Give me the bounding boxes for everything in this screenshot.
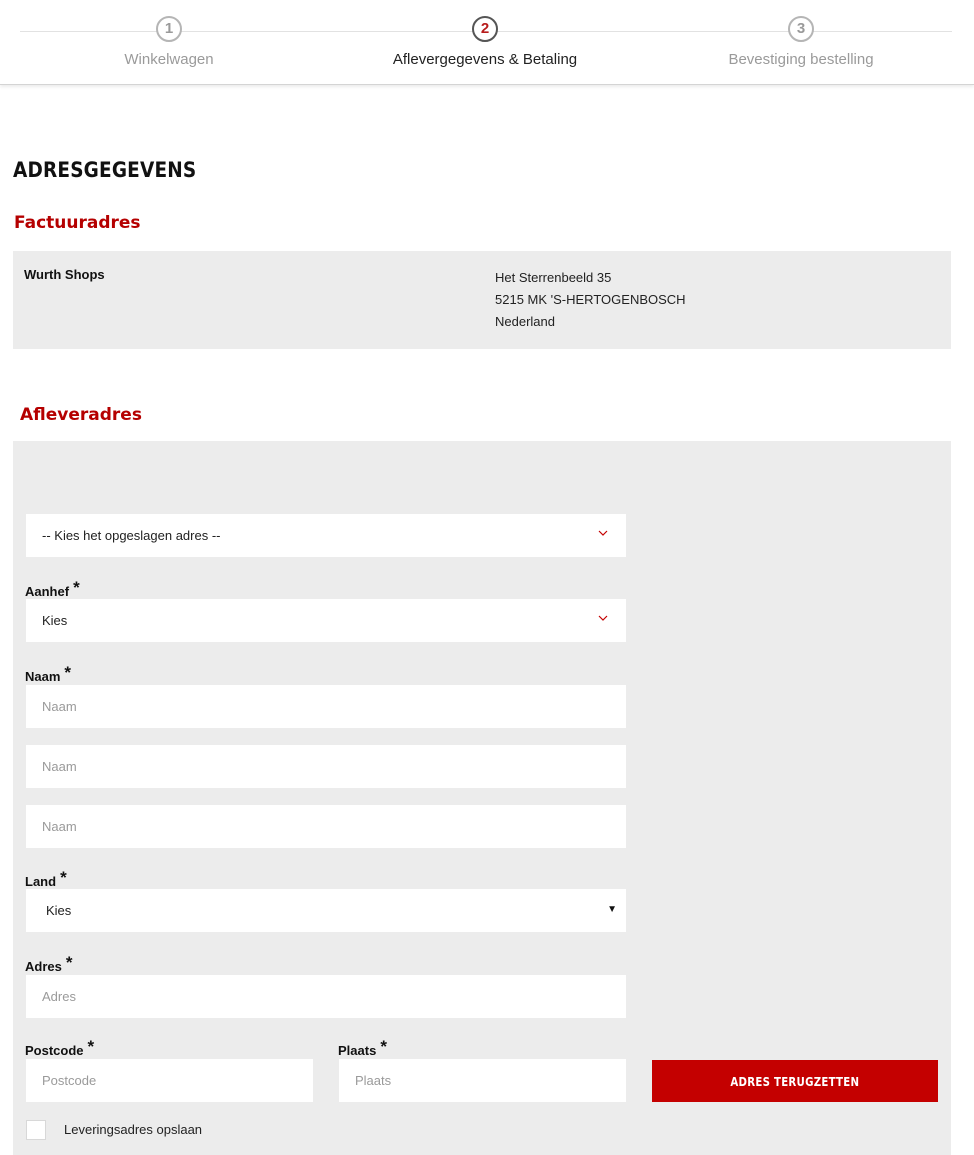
postcode-field[interactable] — [26, 1059, 313, 1102]
step-number: 1 — [156, 16, 182, 42]
saved-address-value: -- Kies het opgeslagen adres -- — [42, 528, 221, 543]
billing-address-line: Nederland — [495, 314, 555, 329]
required-marker: * — [73, 578, 80, 597]
postcode-input[interactable] — [26, 1059, 313, 1102]
page-title: ADRESGEGEVENS — [13, 158, 197, 182]
address-field[interactable] — [26, 975, 626, 1018]
step-number: 3 — [788, 16, 814, 42]
step-delivery-payment — [335, 16, 635, 68]
required-marker: * — [64, 663, 72, 682]
billing-address-line: Het Sterrenbeeld 35 — [495, 270, 612, 285]
address-label-text: Adres — [25, 959, 62, 974]
caret-down-icon: ▼ — [607, 904, 617, 915]
billing-address — [495, 267, 686, 333]
checkout-stepper — [0, 0, 974, 85]
billing-address-box — [13, 251, 951, 349]
country-select[interactable] — [26, 889, 626, 932]
city-input[interactable] — [339, 1059, 626, 1102]
address-label — [25, 953, 73, 976]
postcode-label — [25, 1037, 95, 1060]
salutation-select[interactable] — [26, 599, 626, 642]
reset-address-label: ADRES TERUGZETTEN — [730, 1075, 860, 1089]
delivery-address-form — [13, 441, 951, 1155]
chevron-down-icon — [598, 613, 608, 623]
city-label-text: Plaats — [338, 1043, 377, 1058]
country-label — [25, 868, 67, 891]
middle-name-input[interactable] — [26, 745, 626, 788]
billing-company: Wurth Shops — [24, 267, 105, 282]
name-label — [25, 663, 72, 686]
step-number: 2 — [472, 16, 498, 42]
step-label: Winkelwagen — [124, 51, 214, 68]
first-name-input[interactable] — [26, 685, 626, 728]
city-label — [338, 1037, 387, 1060]
required-marker: * — [65, 953, 73, 972]
step-label: Bevestiging bestelling — [728, 51, 874, 68]
step-label: Aflevergegevens & Betaling — [392, 51, 578, 68]
save-address-checkbox[interactable] — [26, 1120, 46, 1140]
salutation-label-text: Aanhef — [25, 584, 70, 599]
reset-address-button[interactable] — [652, 1060, 938, 1102]
save-address-label[interactable]: Leveringsadres opslaan — [64, 1122, 203, 1137]
required-marker: * — [380, 1037, 387, 1056]
saved-address-select[interactable] — [26, 514, 626, 557]
city-field[interactable] — [339, 1059, 626, 1102]
name-label-text: Naam — [25, 669, 61, 684]
postcode-label-text: Postcode — [25, 1043, 84, 1058]
address-input[interactable] — [26, 975, 626, 1018]
salutation-label — [25, 578, 80, 601]
billing-address-line: 5215 MK 'S-HERTOGENBOSCH — [495, 292, 686, 307]
required-marker: * — [87, 1037, 95, 1056]
delivery-section-title: Afleveradres — [20, 405, 142, 425]
country-label-text: Land — [25, 874, 57, 889]
country-value: Kies — [46, 903, 72, 918]
chevron-down-icon — [598, 528, 608, 538]
middle-name-field[interactable] — [26, 745, 626, 788]
step-confirmation — [651, 16, 951, 68]
required-marker: * — [60, 868, 67, 887]
step-cart[interactable] — [19, 16, 319, 68]
last-name-input[interactable] — [26, 805, 626, 848]
first-name-field[interactable] — [26, 685, 626, 728]
billing-section-title: Factuuradres — [14, 213, 141, 233]
last-name-field[interactable] — [26, 805, 626, 848]
salutation-value: Kies — [42, 613, 68, 628]
